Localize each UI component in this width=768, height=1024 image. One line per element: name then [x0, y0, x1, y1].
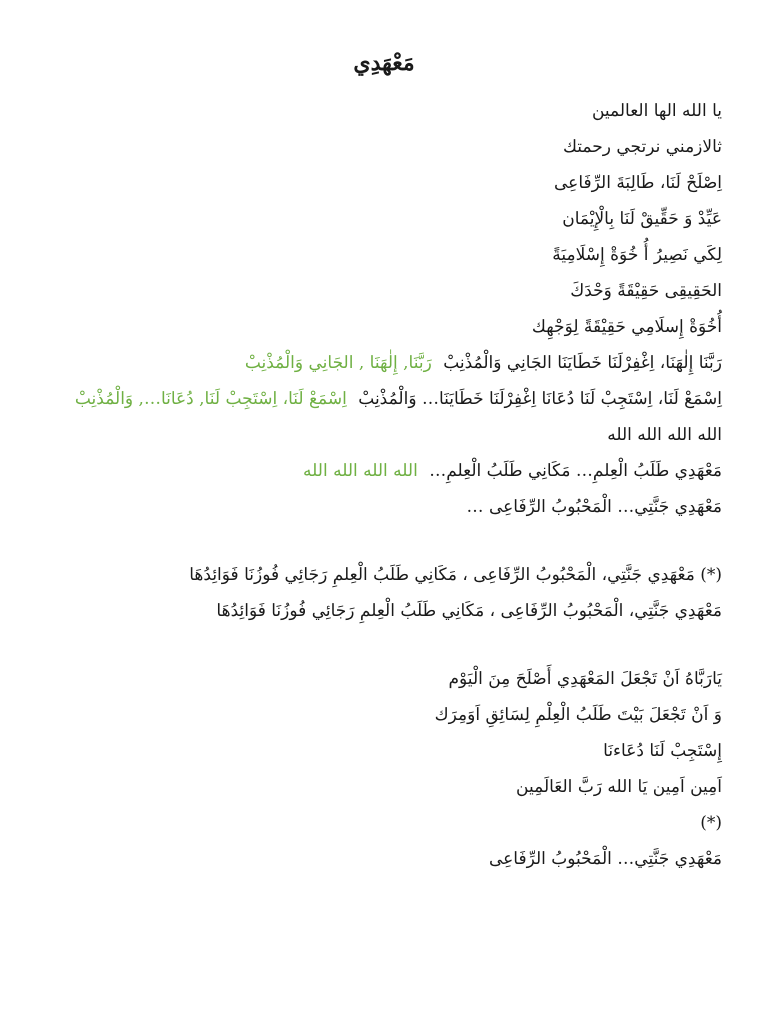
- document-title: مَعْهَدِي: [353, 50, 415, 76]
- line-text: ثالازمني نرتجي رحمتك: [562, 137, 722, 157]
- poem-line-20: [32, 769, 722, 805]
- line-text: (*): [700, 813, 722, 833]
- line-text: الحَقِيقِى حَقِيْقَةً وَحْدَكَ: [570, 281, 722, 301]
- poem-line-5: [32, 237, 722, 273]
- poem-line-17: [32, 661, 722, 697]
- line-green-text: الله الله الله الله: [303, 461, 418, 481]
- line-text: مَعْهَدِي جَنَّتِي… الْمَحْبُوبُ الرِّفَاعِى …: [466, 497, 722, 517]
- line-text: اِصْلَحْ لَنَا، طَالِبَةَ الرِّفَاعِى: [554, 173, 722, 193]
- line-text: رَبَّنَا إِلٰهَنَا، اِغْفِرْلَنَا خَطَايَنَا الجَانِي وَالْمُذْنِبْ: [443, 353, 722, 373]
- line-text: وَ اَنْ تَجْعَلَ بَيْتَ طَلَبُ الْعِلْمِ لِسَائِقِ اَوَمِرَك: [434, 705, 722, 725]
- line-text: يا الله الها العالمين: [591, 101, 722, 121]
- poem-line-10: [32, 417, 722, 453]
- line-text: مَعْهَدِي جَنَّتِي، الْمَحْبُوبُ الرِّفَاعِى ، مَكَانِي طَلَبُ الْعِلمِ رَجَائِي فُوزُنَا فَوَائِدُهَا: [216, 601, 722, 621]
- poem-line-9: [32, 381, 722, 417]
- poem-line-15: [32, 593, 722, 629]
- line-text: اَمِين اَمِين يَا الله رَبَّ العَالَمِين: [516, 777, 722, 797]
- line-text: عَيِّدْ وَ حَقِّيقْ لَنَا بِالْإِيْمَان: [562, 209, 722, 229]
- line-text: الله الله الله الله: [607, 425, 722, 445]
- poem-line-21: [32, 805, 722, 841]
- line-text: مَعْهَدِي طَلَبُ الْعِلمِ… مَكَانِي طَلَبُ الْعِلمِ…: [429, 461, 722, 481]
- poem-line-2: [32, 129, 722, 165]
- poem-line-7: [32, 309, 722, 345]
- line-text: إِسْتَجِبْ لَنَا دُعَاءنَا: [603, 741, 722, 761]
- blank-line: [32, 629, 722, 661]
- poem-line-19: [32, 733, 722, 769]
- poem-line-14: [32, 557, 722, 593]
- poem-line-22: [32, 841, 722, 877]
- poem-line-3: [32, 165, 722, 201]
- poem-line-18: [32, 697, 722, 733]
- line-text: اِسْمَعْ لَنَا، اِسْتَجِبْ لَنَا دُعَانَا اِغْفِرْلَنَا خَطَايَنَا… وَالْمُذْنِبْ: [358, 389, 722, 409]
- line-text: (*) مَعْهَدِي جَنَّتِي، الْمَحْبُوبُ الرِّفَاعِى ، مَكَانِي طَلَبُ الْعِلمِ رَجَائِي فُوزُنَا فَوَائِدُهَا: [189, 565, 722, 585]
- poem-body: [32, 93, 722, 877]
- line-text: يَارَبَّاهُ اَنْ تَجْعَلَ المَعْهَدِي أَصْلَحَ مِنَ الْيَوْم: [448, 669, 722, 689]
- poem-line-8: [32, 345, 722, 381]
- poem-line-11: [32, 453, 722, 489]
- blank-line: [32, 525, 722, 557]
- poem-line-4: [32, 201, 722, 237]
- poem-line-12: [32, 489, 722, 525]
- line-text: لِكَي نَصِيرُ أُ خُوَةْ إِسْلَامِيَةً: [552, 245, 722, 265]
- line-text: أُخُوَةْ إِسلَامِي حَقِيْقَةً لِوَجْهِك: [531, 317, 722, 337]
- line-green-text: رَبَّنَا, إِلٰهَنَا , الجَانِي وَالْمُذْنِبْ: [244, 353, 432, 373]
- poem-line-1: [32, 93, 722, 129]
- line-green-text: اِسْمَعْ لَنَا، اِسْتَجِبْ لَنَا, دُعَانَا…, وَالْمُذْنِبْ: [74, 389, 347, 409]
- poem-line-6: [32, 273, 722, 309]
- line-text: مَعْهَدِي جَنَّتِي… الْمَحْبُوبُ الرِّفَاعِى: [488, 849, 722, 869]
